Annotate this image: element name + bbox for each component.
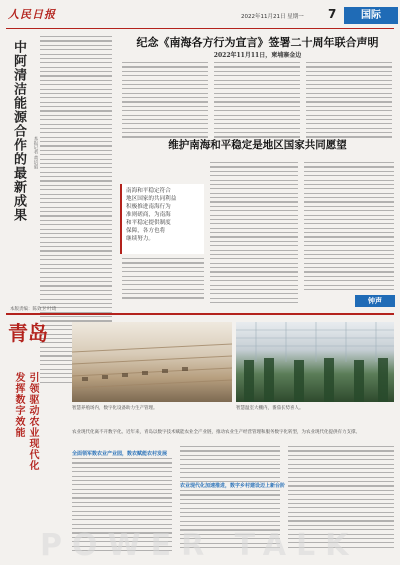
poultry-farm-photo bbox=[72, 322, 232, 402]
commentary-headline: 维护南海和平稳定是地区国家共同愿望 bbox=[168, 139, 347, 151]
feature-subheading-2: 农业现代化加速推进，数字乡村建设迈上新台阶 bbox=[180, 483, 286, 489]
pull-quote-line: 和平稳定提供制度 bbox=[126, 220, 171, 226]
left-article-title: 中阿清洁能源合作的最新成果 bbox=[11, 40, 26, 222]
statement-body-col-2 bbox=[214, 62, 300, 141]
editor-credit: 本版责编：陈效卫 叶琦 bbox=[10, 307, 57, 312]
pull-quote-line: 保障，各方也将 bbox=[126, 228, 166, 234]
page-number: 7 bbox=[328, 7, 337, 21]
feature-subtitle-1: 引领驱动农业现代化 bbox=[27, 372, 38, 471]
pull-quote-line: 地区国家的共同利益 bbox=[126, 196, 177, 202]
watermark: POWER TALK bbox=[40, 528, 359, 563]
pull-quote-line: 准则磋商，为南海 bbox=[126, 212, 171, 218]
statement-body-col-3 bbox=[306, 62, 392, 141]
pull-quote-line: 积极推进南海行为 bbox=[126, 204, 171, 210]
section-divider bbox=[6, 313, 394, 315]
statement-body-col-1 bbox=[122, 62, 208, 141]
joint-statement-headline: 纪念《南海各方行为宣言》签署二十周年联合声明 bbox=[136, 36, 379, 49]
photo-caption-2: 智慧温室大棚内，番茄长势喜人。 bbox=[236, 406, 304, 411]
section-name: 国际 bbox=[344, 7, 398, 24]
pull-quote-line: 继续努力。 bbox=[126, 236, 154, 242]
feature-lead: 农业现代化离不开数字化。近年来，青岛以数字技术赋能农业全产业链，推动农业生产经营管理和服务数字化转型，为农业现代化提供有力支撑。 bbox=[72, 430, 360, 435]
feature-subtitle-2: 发挥数字效能 bbox=[13, 372, 24, 438]
left-article-byline: 本报记者 黄培昭 bbox=[33, 136, 38, 169]
masthead bbox=[6, 6, 394, 29]
commentary-body-col-1a bbox=[122, 258, 204, 302]
commentary-body-col-3 bbox=[304, 162, 394, 293]
newspaper-logo: 人民日报 bbox=[8, 8, 56, 21]
feature-title: 青岛 bbox=[8, 321, 48, 345]
feature-subheading-1: 全面领军数农业产业园，数农赋能农村发展 bbox=[72, 451, 168, 457]
joint-statement-dateline: 2022年11月11日，柬埔寨金边 bbox=[213, 52, 302, 59]
column-tag: 钟声 bbox=[355, 295, 395, 307]
feature-body-col-2 bbox=[180, 446, 280, 485]
issue-date: 2022年11月21日 星期一 bbox=[241, 14, 304, 20]
pull-quote bbox=[120, 184, 204, 254]
greenhouse-photo bbox=[236, 322, 394, 402]
photo-caption-1: 智慧养殖场内，数字化设备助力生产管理。 bbox=[72, 406, 158, 411]
pull-quote-line: 南海和平稳定符合 bbox=[126, 188, 171, 194]
commentary-body-col-2 bbox=[210, 162, 298, 306]
